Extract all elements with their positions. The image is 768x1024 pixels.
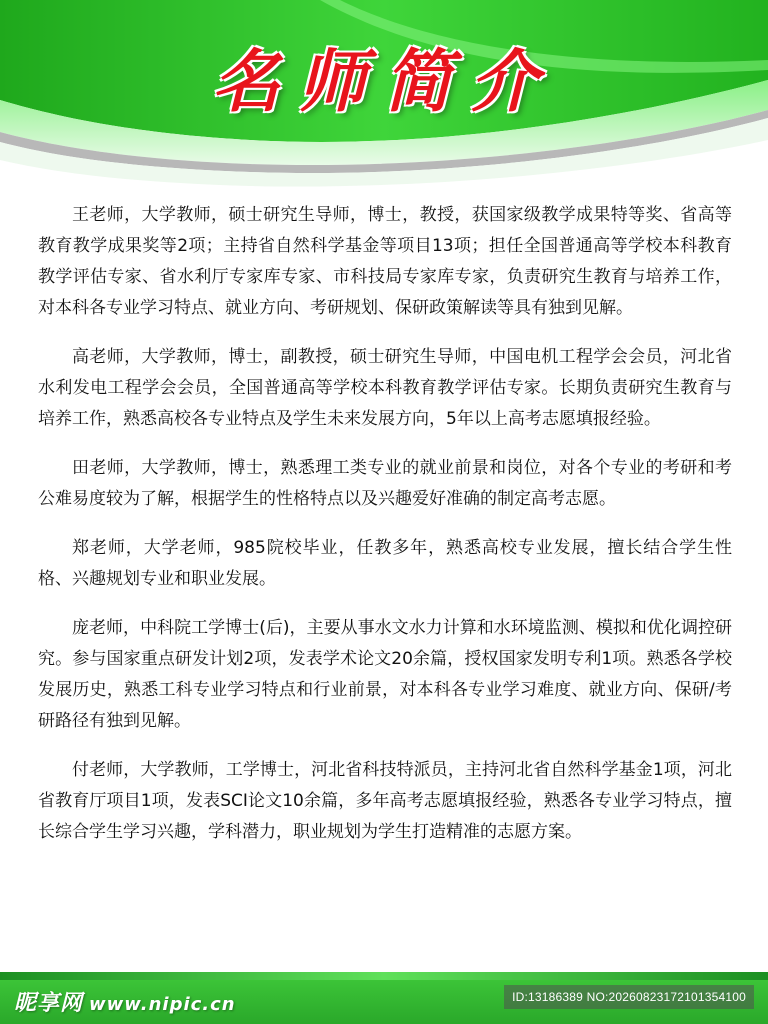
- watermark-logo-text: 昵享网: [14, 991, 84, 1016]
- watermark-url: www.nipic.cn: [89, 994, 236, 1015]
- footer-bar: [0, 972, 768, 1024]
- teacher-profile-gao: 高老师，大学教师，博士，副教授，硕士研究生导师，中国电机工程学会会员，河北省水利发电工程学会会员，全国普通高等学校本科教育教学评估专家。长期负责研究生教育与培养工作，熟悉高校各专业特点及学生未来发展方向，5年以上高考志愿填报经验。: [38, 347, 732, 429]
- footer-stripe: [0, 972, 768, 980]
- watermark-logo: [14, 986, 236, 1017]
- header-banner: [0, 0, 768, 200]
- teacher-profile-pang: 庞老师，中科院工学博士(后)，主要从事水文水力计算和水环境监测、模拟和优化调控研究。参与国家重点研发计划2项，发表学术论文20余篇，授权国家发明专利1项。熟悉各学校发展历史，熟悉工科专业学习特点和行业前景，对本科各专业学习难度、就业方向、保研/考研路径有独到见解。: [38, 618, 732, 731]
- teacher-profile-fu: 付老师，大学教师，工学博士，河北省科技特派员，主持河北省自然科学基金1项，河北省教育厅项目1项，发表SCI论文10余篇，多年高考志愿填报经验，熟悉各专业学习特点，擅长综合学生学习兴趣，学科潜力，职业规划为学生打造精准的志愿方案。: [38, 760, 732, 842]
- teacher-profile-tian: 田老师，大学教师，博士，熟悉理工类专业的就业前景和岗位，对各个专业的考研和考公难易度较为了解，根据学生的性格特点以及兴趣爱好准确的制定高考志愿。: [38, 458, 732, 509]
- watermark-image-id: ID:13186389 NO:20260823172101354100: [504, 985, 754, 1009]
- teacher-profile-wang: 王老师，大学教师，硕士研究生导师，博士，教授，获国家级教学成果特等奖、省高等教育教学成果奖等2项；主持省自然科学基金等项目13项；担任全国普通高等学校本科教育教学评估专家、省水利厅专家库专家、市科技局专家库专家，负责研究生教育与培养工作，对本科各专业学习特点、就业方向、考研规划、保研政策解读等具有独到见解。: [38, 205, 732, 318]
- teacher-list: [38, 200, 732, 866]
- teacher-profile-zheng: 郑老师，大学老师，985院校毕业，任教多年，熟悉高校专业发展，擅长结合学生性格、兴趣规划专业和职业发展。: [38, 538, 732, 589]
- page-title: 名师简介: [211, 42, 556, 122]
